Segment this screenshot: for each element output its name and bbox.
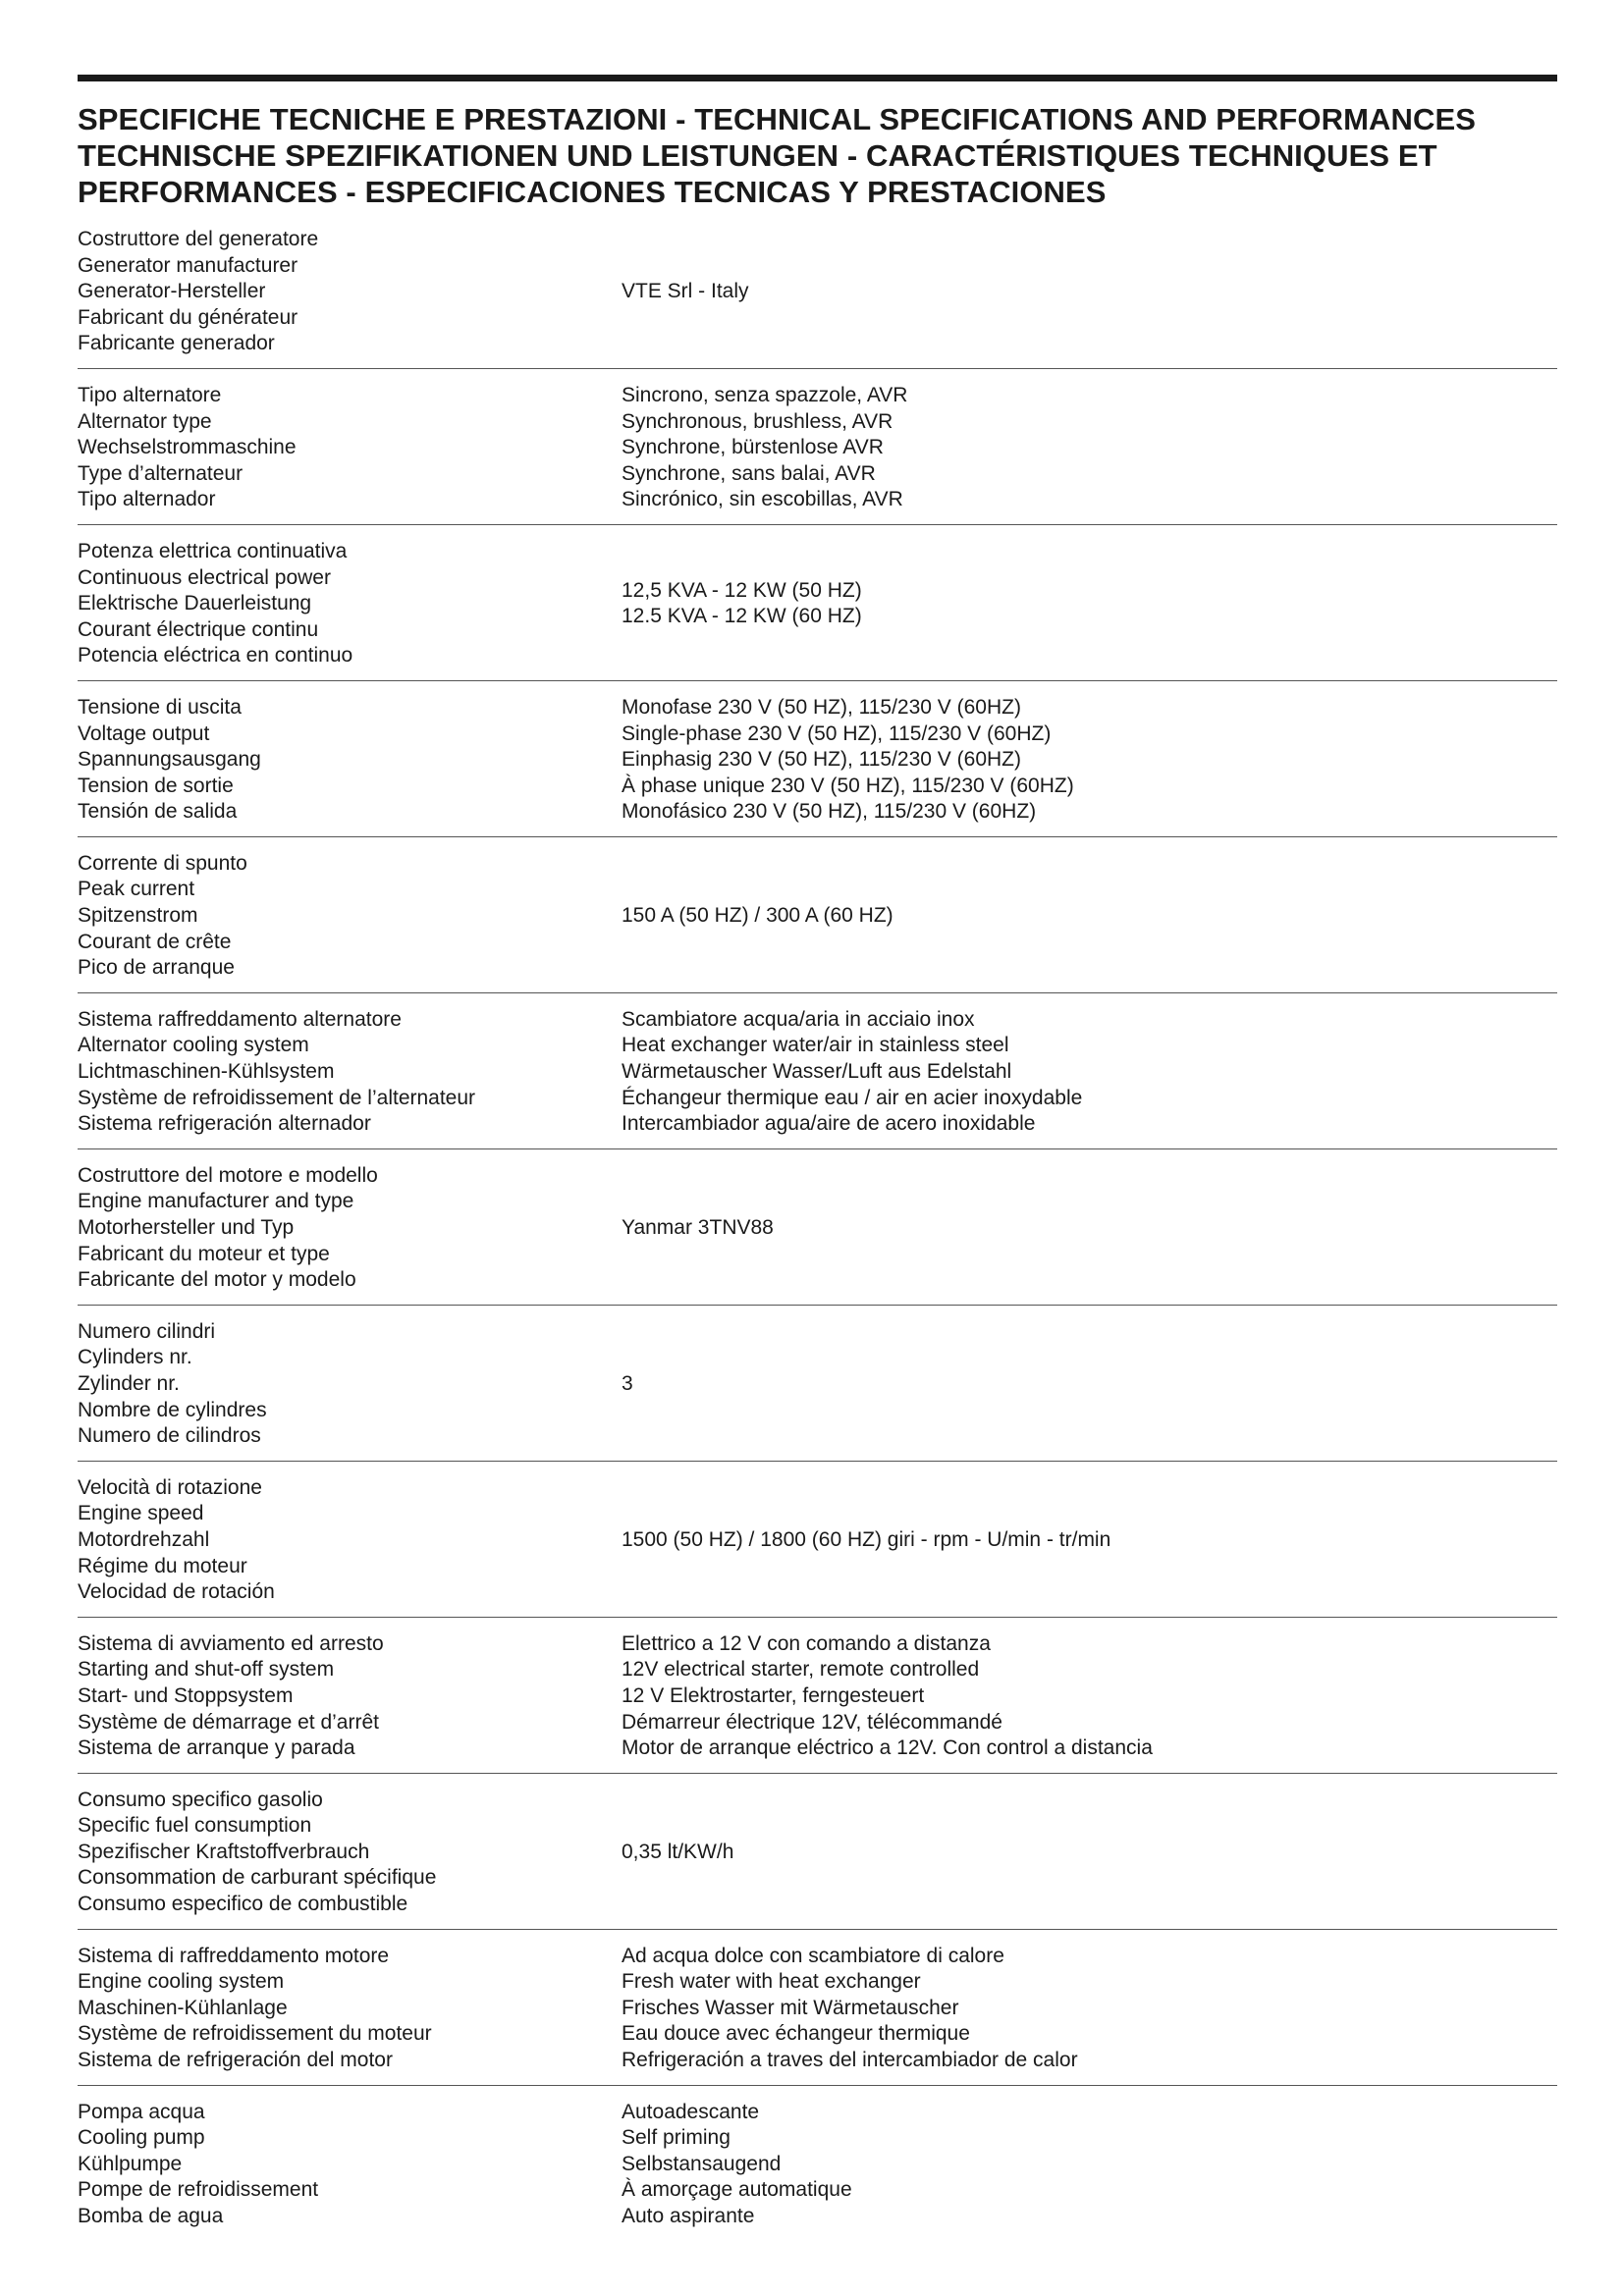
spec-value: Motor de arranque eléctrico a 12V. Con control a distancia [622, 1736, 1153, 1760]
spec-row [78, 1319, 1557, 1462]
spec-table [78, 227, 1557, 2241]
spec-label: Cylinders nr. [78, 1346, 192, 1369]
spec-value: 3 [622, 1371, 633, 1395]
spec-row [78, 1944, 1557, 2086]
spec-label: Generator manufacturer [78, 253, 298, 277]
spec-label: Spezifischer Kraftstoffverbrauch [78, 1840, 370, 1863]
spec-label: Costruttore del motore e modello [78, 1163, 378, 1187]
spec-label: Engine speed [78, 1502, 204, 1525]
page-title [78, 101, 1557, 210]
spec-label: Elektrische Dauerleistung [78, 592, 312, 615]
spec-labels [78, 1319, 622, 1450]
spec-label: Alternator type [78, 409, 212, 433]
spec-labels [78, 851, 622, 982]
spec-value: 1500 (50 HZ) / 1800 (60 HZ) giri - rpm - U/min - tr/min [622, 1527, 1111, 1551]
spec-value: Synchrone, sans balai, AVR [622, 461, 876, 485]
spec-labels [78, 1475, 622, 1606]
spec-value: Single-phase 230 V (50 HZ), 115/230 V (60HZ) [622, 721, 1052, 745]
spec-label: Courant de crête [78, 930, 232, 953]
spec-value: Scambiatore acqua/aria in acciaio inox [622, 1007, 975, 1031]
spec-value: Autoadescante [622, 2100, 760, 2123]
spec-label: Système de refroidissement de l’alternateur [78, 1086, 476, 1109]
spec-label: Voltage output [78, 721, 210, 745]
spec-page [78, 75, 1557, 2255]
spec-value: 12V electrical starter, remote controlled [622, 1658, 980, 1682]
spec-label: Velocidad de rotación [78, 1580, 275, 1604]
spec-value: Monofase 230 V (50 HZ), 115/230 V (60HZ) [622, 695, 1021, 719]
spec-label: Nombre de cylindres [78, 1398, 267, 1421]
spec-label: Motordrehzahl [78, 1527, 210, 1551]
spec-values [622, 1944, 1557, 2074]
spec-value: VTE Srl - Italy [622, 280, 749, 303]
spec-value: Elettrico a 12 V con comando a distanza [622, 1631, 991, 1655]
spec-label: Fabricant du moteur et type [78, 1242, 330, 1265]
spec-label: Système de démarrage et d’arrêt [78, 1710, 379, 1734]
spec-label: Peak current [78, 878, 195, 901]
spec-label: Régime du moteur [78, 1554, 247, 1577]
spec-values [622, 1319, 1557, 1450]
spec-row [78, 2100, 1557, 2241]
spec-value: 150 A (50 HZ) / 300 A (60 HZ) [622, 904, 893, 928]
spec-value: Selbstansaugend [622, 2152, 782, 2175]
spec-row [78, 539, 1557, 681]
spec-values [622, 227, 1557, 357]
spec-label: Sistema di raffreddamento motore [78, 1944, 390, 1967]
spec-label: Kühlpumpe [78, 2152, 183, 2175]
spec-labels [78, 1944, 622, 2074]
spec-row [78, 1631, 1557, 1774]
spec-label: Continuous electrical power [78, 565, 331, 589]
spec-label: Système de refroidissement du moteur [78, 2022, 432, 2046]
spec-value: Einphasig 230 V (50 HZ), 115/230 V (60HZ) [622, 748, 1021, 772]
spec-row [78, 1007, 1557, 1149]
spec-labels [78, 1163, 622, 1294]
spec-label: Start- und Stoppsystem [78, 1683, 294, 1707]
spec-value: Frisches Wasser mit Wärmetauscher [622, 1996, 959, 2019]
spec-row [78, 851, 1557, 993]
spec-label: Engine manufacturer and type [78, 1190, 354, 1213]
spec-values [622, 851, 1557, 982]
spec-values [622, 539, 1557, 669]
spec-label: Wechselstrommaschine [78, 436, 297, 459]
title-line: PERFORMANCES - ESPECIFICACIONES TECNICAS Y PRESTACIONES [78, 175, 1107, 209]
spec-label: Sistema de arranque y parada [78, 1736, 355, 1760]
spec-value: Ad acqua dolce con scambiatore di calore [622, 1944, 1004, 1967]
spec-values [622, 1007, 1557, 1138]
spec-values [622, 1475, 1557, 1606]
spec-value: Synchrone, bürstenlose AVR [622, 436, 884, 459]
spec-label: Consumo specifico gasolio [78, 1788, 323, 1811]
spec-value: Démarreur électrique 12V, télécommandé [622, 1710, 1002, 1734]
spec-value: À amorçage automatique [622, 2178, 852, 2202]
spec-row [78, 1475, 1557, 1618]
spec-value: À phase unique 230 V (50 HZ), 115/230 V (60HZ) [622, 774, 1074, 797]
spec-label: Tipo alternatore [78, 383, 222, 406]
spec-labels [78, 2100, 622, 2230]
spec-label: Tensión de salida [78, 800, 238, 824]
spec-value: Eau douce avec échangeur thermique [622, 2022, 970, 2046]
spec-label: Numero cilindri [78, 1319, 216, 1343]
spec-values [622, 1163, 1557, 1294]
spec-labels [78, 227, 622, 357]
spec-row [78, 383, 1557, 525]
spec-value: Sincrono, senza spazzole, AVR [622, 383, 908, 406]
spec-row [78, 1788, 1557, 1930]
title-line: TECHNISCHE SPEZIFIKATIONEN UND LEISTUNGEN - CARACTÉRISTIQUES TECHNIQUES ET [78, 138, 1437, 173]
spec-labels [78, 1007, 622, 1138]
spec-labels [78, 1788, 622, 1918]
spec-value: Auto aspirante [622, 2205, 755, 2227]
spec-labels [78, 383, 622, 513]
spec-label: Sistema raffreddamento alternatore [78, 1007, 402, 1031]
spec-labels [78, 1631, 622, 1762]
spec-label: Costruttore del generatore [78, 228, 319, 250]
spec-label: Starting and shut-off system [78, 1658, 335, 1682]
spec-value: Refrigeración a traves del intercambiador de calor [622, 2049, 1078, 2072]
spec-value: 0,35 lt/KW/h [622, 1840, 734, 1863]
spec-label: Generator-Hersteller [78, 280, 266, 303]
title-line: SPECIFICHE TECNICHE E PRESTAZIONI - TECHNICAL SPECIFICATIONS AND PERFORMANCES [78, 102, 1477, 136]
spec-values [622, 2100, 1557, 2230]
spec-label: Motorhersteller und Typ [78, 1216, 295, 1239]
spec-values [622, 1631, 1557, 1762]
spec-label: Alternator cooling system [78, 1034, 309, 1057]
spec-label: Zylinder nr. [78, 1371, 180, 1395]
spec-label: Specific fuel consumption [78, 1814, 312, 1838]
spec-value: Fresh water with heat exchanger [622, 1970, 921, 1994]
spec-label: Pico de arranque [78, 956, 235, 980]
spec-label: Numero de cilindros [78, 1424, 261, 1448]
spec-value: 12,5 KVA - 12 KW (50 HZ) [622, 578, 862, 602]
spec-label: Courant électrique continu [78, 617, 319, 641]
spec-row [78, 1163, 1557, 1306]
spec-label: Pompa acqua [78, 2100, 205, 2123]
spec-value: Sincrónico, sin escobillas, AVR [622, 488, 903, 511]
spec-value: Yanmar 3TNV88 [622, 1216, 774, 1239]
spec-label: Engine cooling system [78, 1970, 285, 1994]
spec-label: Pompe de refroidissement [78, 2178, 319, 2202]
spec-label: Velocità di rotazione [78, 1475, 262, 1499]
spec-values [622, 695, 1557, 826]
spec-label: Tension de sortie [78, 774, 234, 797]
spec-label: Corrente di spunto [78, 851, 247, 875]
spec-label: Lichtmaschinen-Kühlsystem [78, 1060, 335, 1084]
spec-label: Fabricante del motor y modelo [78, 1268, 356, 1292]
spec-value: Monofásico 230 V (50 HZ), 115/230 V (60HZ) [622, 800, 1037, 824]
spec-value: Wärmetauscher Wasser/Luft aus Edelstahl [622, 1060, 1012, 1084]
spec-label: Cooling pump [78, 2126, 205, 2150]
spec-value: Heat exchanger water/air in stainless steel [622, 1034, 1009, 1057]
spec-value: Intercambiador agua/aire de acero inoxidable [622, 1112, 1036, 1136]
top-rule [78, 75, 1557, 81]
spec-label: Consommation de carburant spécifique [78, 1866, 437, 1890]
spec-label: Type d’alternateur [78, 461, 244, 485]
spec-label: Sistema di avviamento ed arresto [78, 1631, 384, 1655]
spec-label: Sistema refrigeración alternador [78, 1112, 371, 1136]
spec-label: Potencia eléctrica en continuo [78, 644, 353, 667]
spec-label: Tipo alternador [78, 488, 216, 511]
spec-label: Sistema de refrigeración del motor [78, 2049, 393, 2072]
spec-label: Spannungsausgang [78, 748, 261, 772]
spec-row [78, 695, 1557, 837]
spec-value: 12 V Elektrostarter, ferngesteuert [622, 1683, 925, 1707]
spec-labels [78, 695, 622, 826]
spec-label: Bomba de agua [78, 2205, 224, 2227]
spec-value: 12.5 KVA - 12 KW (60 HZ) [622, 605, 862, 628]
spec-value: Synchronous, brushless, AVR [622, 409, 893, 433]
spec-values [622, 1788, 1557, 1918]
spec-label: Maschinen-Kühlanlage [78, 1996, 288, 2019]
spec-label: Potenza elettrica continuativa [78, 539, 348, 562]
spec-label: Consumo especifico de combustible [78, 1893, 408, 1916]
spec-value: Self priming [622, 2126, 731, 2150]
spec-labels [78, 539, 622, 669]
spec-label: Tensione di uscita [78, 695, 242, 719]
spec-row [78, 227, 1557, 369]
spec-values [622, 383, 1557, 513]
spec-label: Fabricante generador [78, 332, 275, 355]
spec-value: Échangeur thermique eau / air en acier inoxydable [622, 1086, 1083, 1109]
spec-label: Spitzenstrom [78, 904, 198, 928]
spec-label: Fabricant du générateur [78, 305, 298, 329]
